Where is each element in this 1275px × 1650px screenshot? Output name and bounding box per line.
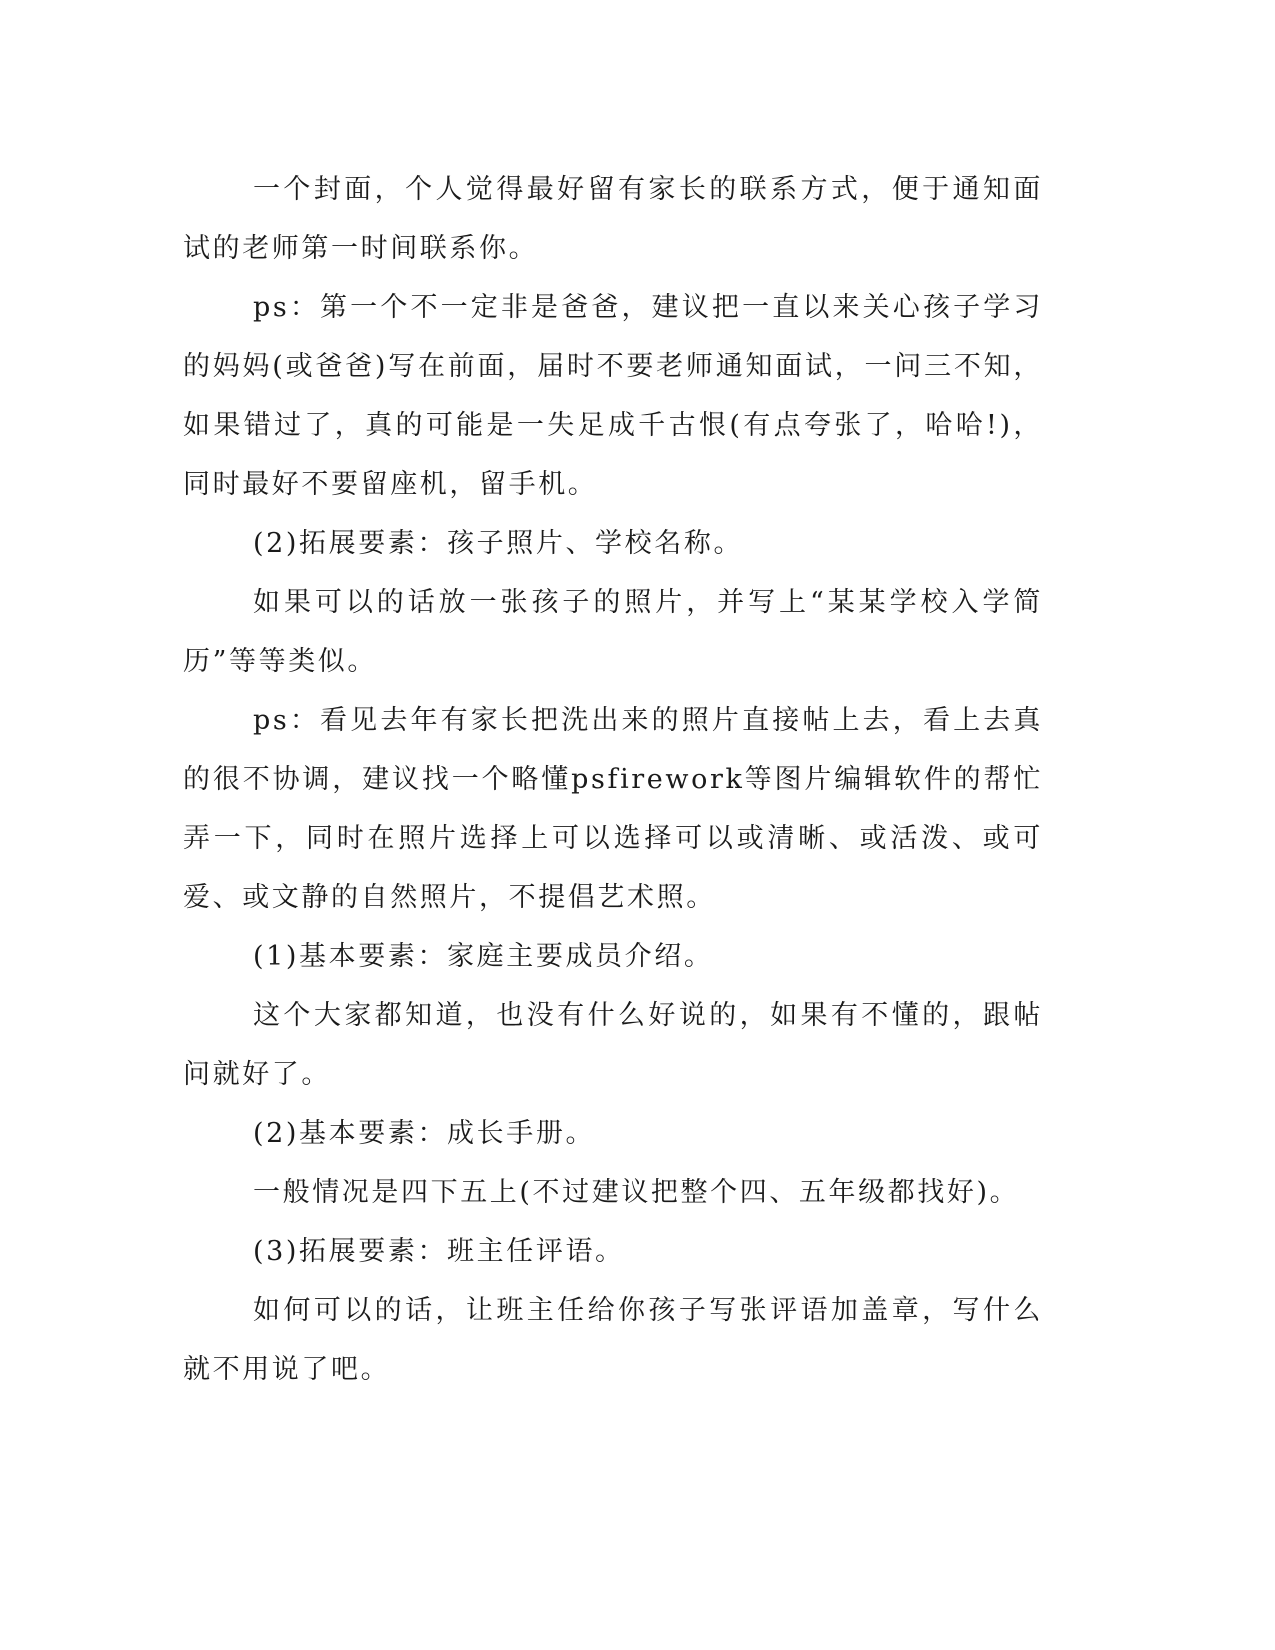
paragraph-heading-family-members: (1)基本要素：家庭主要成员介绍。	[253, 941, 714, 972]
paragraph-heading-teacher-comments: (3)拓展要素：班主任评语。	[253, 1236, 625, 1267]
paragraph-ps-photo-editing: ps：看见去年有家长把洗出来的照片直接帖上去，看上去真的很不协调，建议找一个略懂psfirework等图片编辑软件的帮忙弄一下，同时在照片选择上可以选择可以或清晰、或活泼、或可爱、或文静的自然照片，不提倡艺术照。	[183, 705, 1043, 913]
paragraph-cover-contact: 一个封面，个人觉得最好留有家长的联系方式，便于通知面试的老师第一时间联系你。	[183, 174, 1043, 264]
paragraph-growth-handbook-note: 一般情况是四下五上(不过建议把整个四、五年级都找好)。	[253, 1177, 1020, 1208]
paragraph-ps-parent-order: ps：第一个不一定非是爸爸，建议把一直以来关心孩子学习的妈妈(或爸爸)写在前面，届时不要老师通知面试，一问三不知，如果错过了，真的可能是一失足成千古恨(有点夸张了，哈哈!)，同时最好不要留座机，留手机。	[183, 292, 1043, 500]
paragraph-heading-photo-school: (2)拓展要素：孩子照片、学校名称。	[253, 528, 744, 559]
document-body	[183, 160, 1043, 1399]
paragraph-heading-growth-handbook: (2)基本要素：成长手册。	[253, 1118, 596, 1149]
paragraph-family-members-note: 这个大家都知道，也没有什么好说的，如果有不懂的，跟帖问就好了。	[183, 1000, 1043, 1090]
paragraph-teacher-comments-note: 如何可以的话，让班主任给你孩子写张评语加盖章，写什么就不用说了吧。	[183, 1295, 1043, 1385]
paragraph-photo-suggestion: 如果可以的话放一张孩子的照片，并写上“某某学校入学简历”等等类似。	[183, 587, 1043, 677]
